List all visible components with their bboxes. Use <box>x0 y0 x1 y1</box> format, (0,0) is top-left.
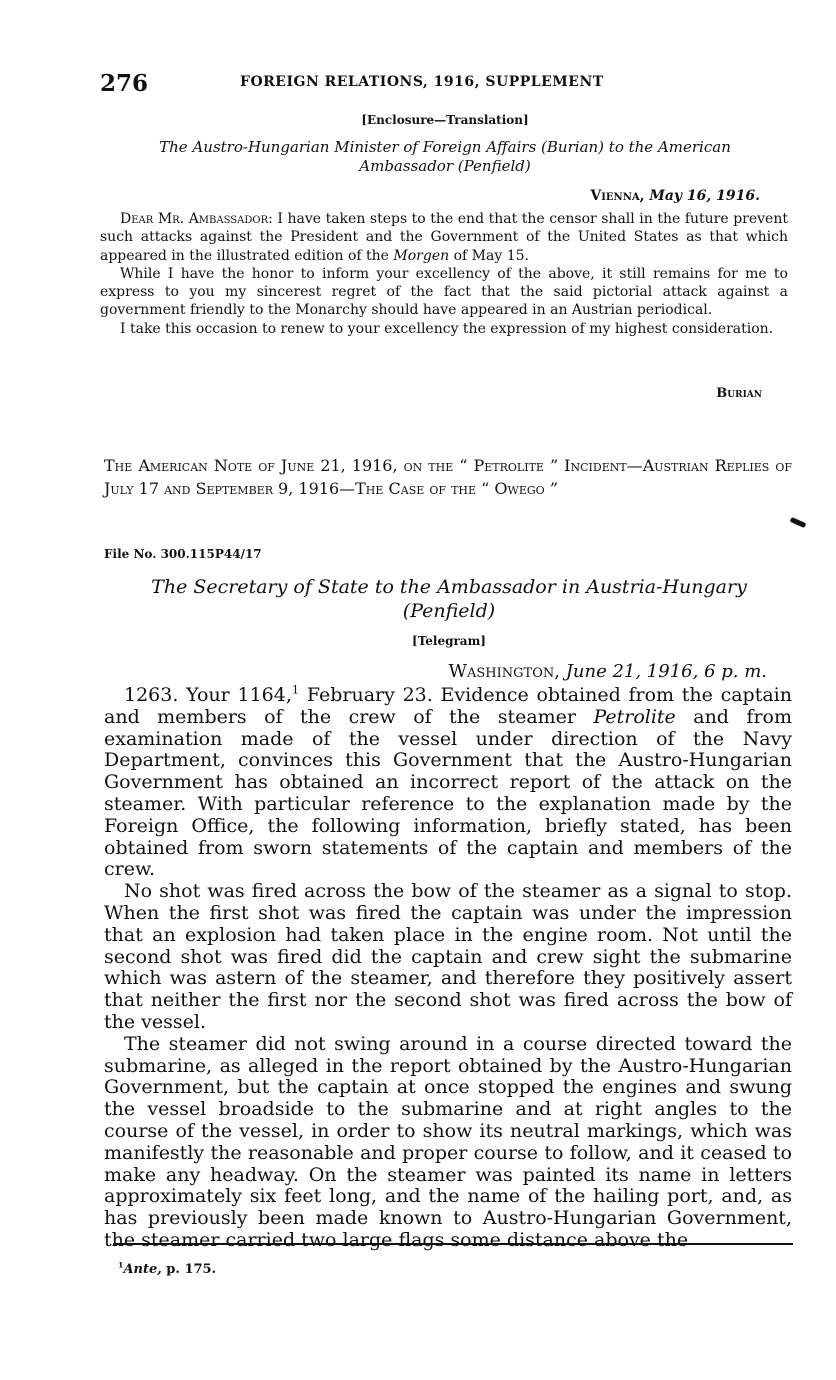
letter-paragraph <box>100 210 788 265</box>
body-p1-mid: February 23. Evidence obtained from the captain and members of the crew of the steamer <box>104 684 792 728</box>
dateline-date: June 21, 1916, 6 p. m. <box>565 661 767 682</box>
body-paragraph <box>104 682 792 881</box>
section-heading: The American Note of June 21, 1916, on the “ Petrolite ” Incident—Austrian Replies of July 17 and September 9, 1916—The Case of the “ Owego ” <box>104 456 792 498</box>
body-paragraph: The steamer did not swing around in a course directed toward the submarine, as alleged in the report obtained by the Austro-Hungarian Government, but the captain at once stopped the engines and swung the vessel broadside to the submarine and at right angles to the course of the vessel, in order to show its neutral markings, which was manifestly the reasonable and proper course to follow, and it ceased to make any headway. On the steamer was painted its name in letters approximately six feet long, and the name of the hailing port, and, as has previously been made known to Austro-Hungarian Government, the steamer carried two large flags some distance above the <box>104 1032 792 1251</box>
document-title-line1: The Secretary of State to the Ambassador in Austria-Hungary <box>151 576 747 598</box>
document-title-line2: (Penfield) <box>402 600 496 622</box>
telegram-body <box>104 682 792 1252</box>
enclosure-dateline <box>100 188 760 204</box>
dateline-date: May 16, 1916. <box>649 188 760 204</box>
body-p1-end: and from examination made of the vessel under direction of the Navy Department, convinces this Government that the Austro-Hungarian Government has obtained an incorrect report of the attack on the steamer. With particular reference to the explanation made by the Foreign Office, the following information, briefly stated, has been obtained from sworn statements of the captain and members of the crew. <box>104 705 792 881</box>
dateline-place: Washington, <box>448 661 560 682</box>
document-title <box>104 575 794 623</box>
enclosure-label: [Enclosure—Translation] <box>361 113 529 127</box>
letter-body <box>100 210 788 338</box>
enclosure-title-line1: The Austro-Hungarian Minister of Foreign Affairs (Burian) to the American <box>159 138 731 156</box>
page-number: 276 <box>100 70 149 97</box>
page-header <box>100 70 790 100</box>
letter-paragraph: While I have the honor to inform your excellency of the above, it still remains for me to express to you my sincerest regret of the fact that the said pictorial attack against a government friendly to the Monarchy should have appeared in an Austrian periodical. <box>100 265 788 319</box>
footnote <box>118 1262 216 1277</box>
body-p1-start: 1263. Your 1164, <box>124 684 292 706</box>
letter-para1-end: of May 15. <box>449 247 529 264</box>
footnote-rule <box>113 1243 793 1245</box>
running-head: FOREIGN RELATIONS, 1916, SUPPLEMENT <box>240 74 604 90</box>
body-paragraph: No shot was fired across the bow of the steamer as a signal to stop. When the first shot was fired the captain was under the impression that an explosion had taken place in the engine room. Not until the second shot was fired did the captain and crew sight the submarine which was astern of the steamer, and therefore they positively assert that neither the first nor the second shot was fired across the bow of the vessel. <box>104 880 792 1033</box>
telegram-label: [Telegram] <box>412 634 486 648</box>
newspaper-name: Morgen <box>393 247 450 264</box>
telegram-dateline <box>104 661 767 682</box>
salutation: Dear Mr. Ambassador: <box>120 211 273 227</box>
footnote-text: p. 175. <box>161 1262 217 1277</box>
letter-para1-text: I have taken steps to the end that the censor shall in the future prevent such attacks against the President and the Government of the United States as that which appeared in the illustrated edition of the <box>100 211 788 264</box>
file-number: File No. 300.115P44/17 <box>104 547 262 561</box>
footnote-mark: 1 <box>118 1260 124 1270</box>
stray-ink-mark <box>790 517 807 528</box>
signature: Burian <box>716 386 762 401</box>
ship-name: Petrolite <box>593 705 676 728</box>
enclosure-title <box>100 138 790 176</box>
footnote-ref-text: Ante, <box>123 1262 162 1277</box>
enclosure-title-line2: Ambassador (Penfield) <box>359 157 531 175</box>
dateline-place: Vienna, <box>590 188 645 204</box>
footnote-ref: 1 <box>291 682 300 697</box>
letter-paragraph: I take this occasion to renew to your excellency the expression of my highest consideration. <box>120 320 774 337</box>
